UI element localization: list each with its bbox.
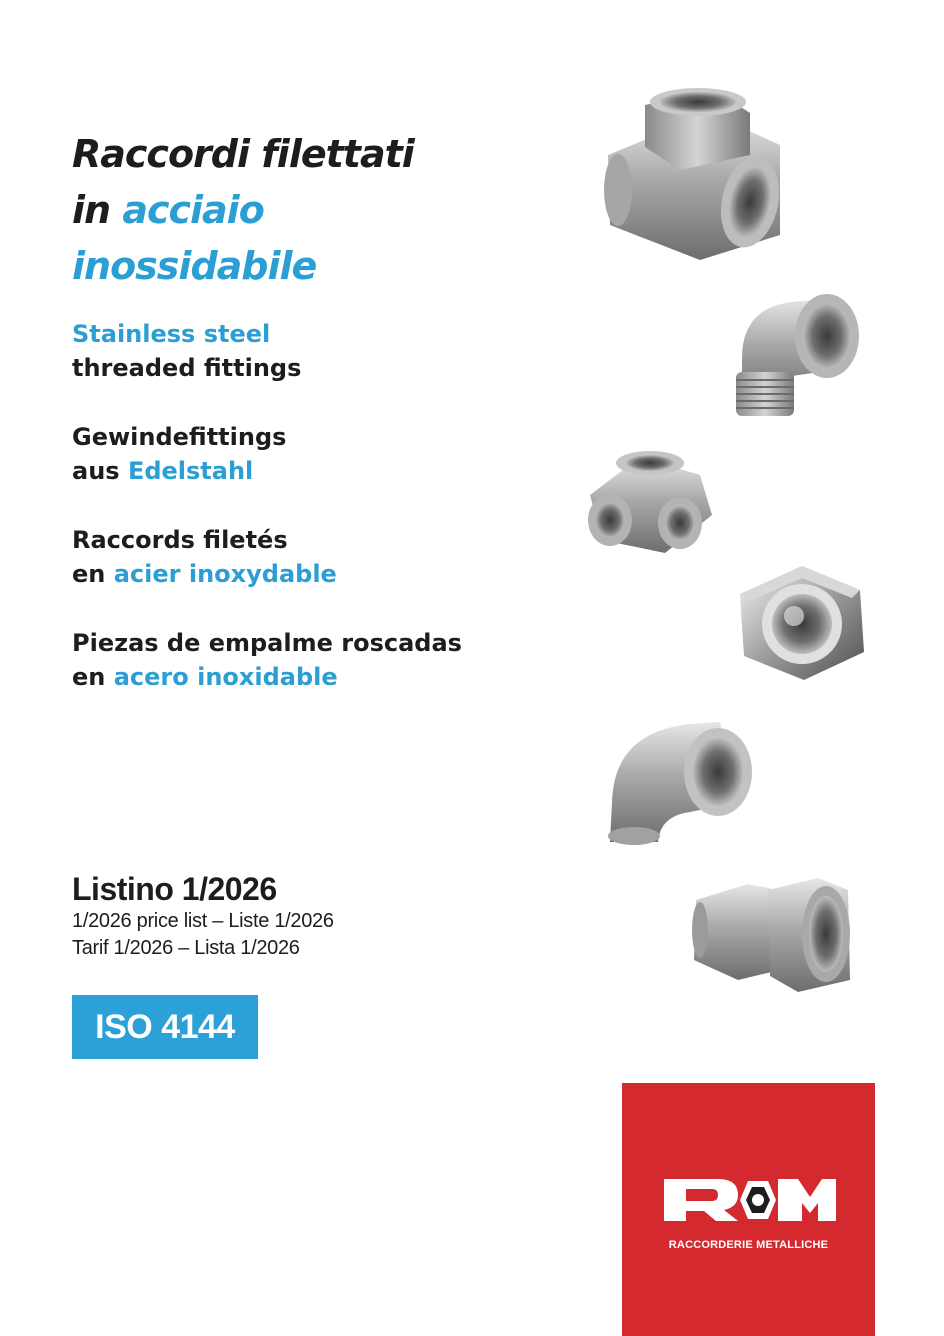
- title-line-3-accent: inossidabile: [72, 244, 317, 288]
- title-line-2-prefix: in: [72, 188, 111, 232]
- lang-en-accent: Stainless steel: [72, 320, 271, 348]
- elbow-male-female-image: [722, 288, 867, 423]
- lang-en-text: threaded fittings: [72, 354, 302, 382]
- price-list-heading: Listino 1/2026: [72, 871, 277, 907]
- lang-de-text: Gewindefittings: [72, 423, 287, 451]
- brand-tagline: RACCORDERIE METALLICHE: [668, 1239, 829, 1251]
- lang-es-text: Piezas de empalme roscadas: [72, 629, 462, 657]
- lang-de-accent: Edelstahl: [127, 457, 254, 485]
- title-line-1: Raccordi filettati: [72, 132, 414, 176]
- rim-logo: [658, 1175, 840, 1225]
- brand-block: [622, 1083, 875, 1336]
- cover-title: [72, 126, 414, 294]
- lang-fr-accent: acier inoxydable: [113, 560, 337, 588]
- tee-fitting-image: [590, 85, 800, 265]
- lang-de-prefix: aus: [72, 457, 120, 485]
- lang-es-accent: acero inoxidable: [113, 663, 338, 691]
- reducing-socket-image: [688, 870, 863, 995]
- lang-es-prefix: en: [72, 663, 106, 691]
- iso-badge: ISO 4144: [72, 995, 258, 1059]
- lang-block-fr: [72, 523, 337, 591]
- price-list-block: [72, 870, 334, 962]
- lang-fr-prefix: en: [72, 560, 106, 588]
- elbow-90-image: [600, 712, 760, 847]
- price-list-line-2: Tarif 1/2026 – Lista 1/2026: [72, 937, 300, 959]
- cross-fitting-image: [580, 445, 720, 560]
- title-line-2-accent: acciaio: [122, 188, 264, 232]
- lang-block-es: [72, 626, 462, 694]
- lang-fr-text: Raccords filetés: [72, 526, 288, 554]
- lang-block-de: [72, 420, 286, 488]
- lang-block-en: [72, 317, 301, 385]
- hexagon-cap-image: [732, 560, 872, 685]
- price-list-line-1: 1/2026 price list – Liste 1/2026: [72, 910, 334, 932]
